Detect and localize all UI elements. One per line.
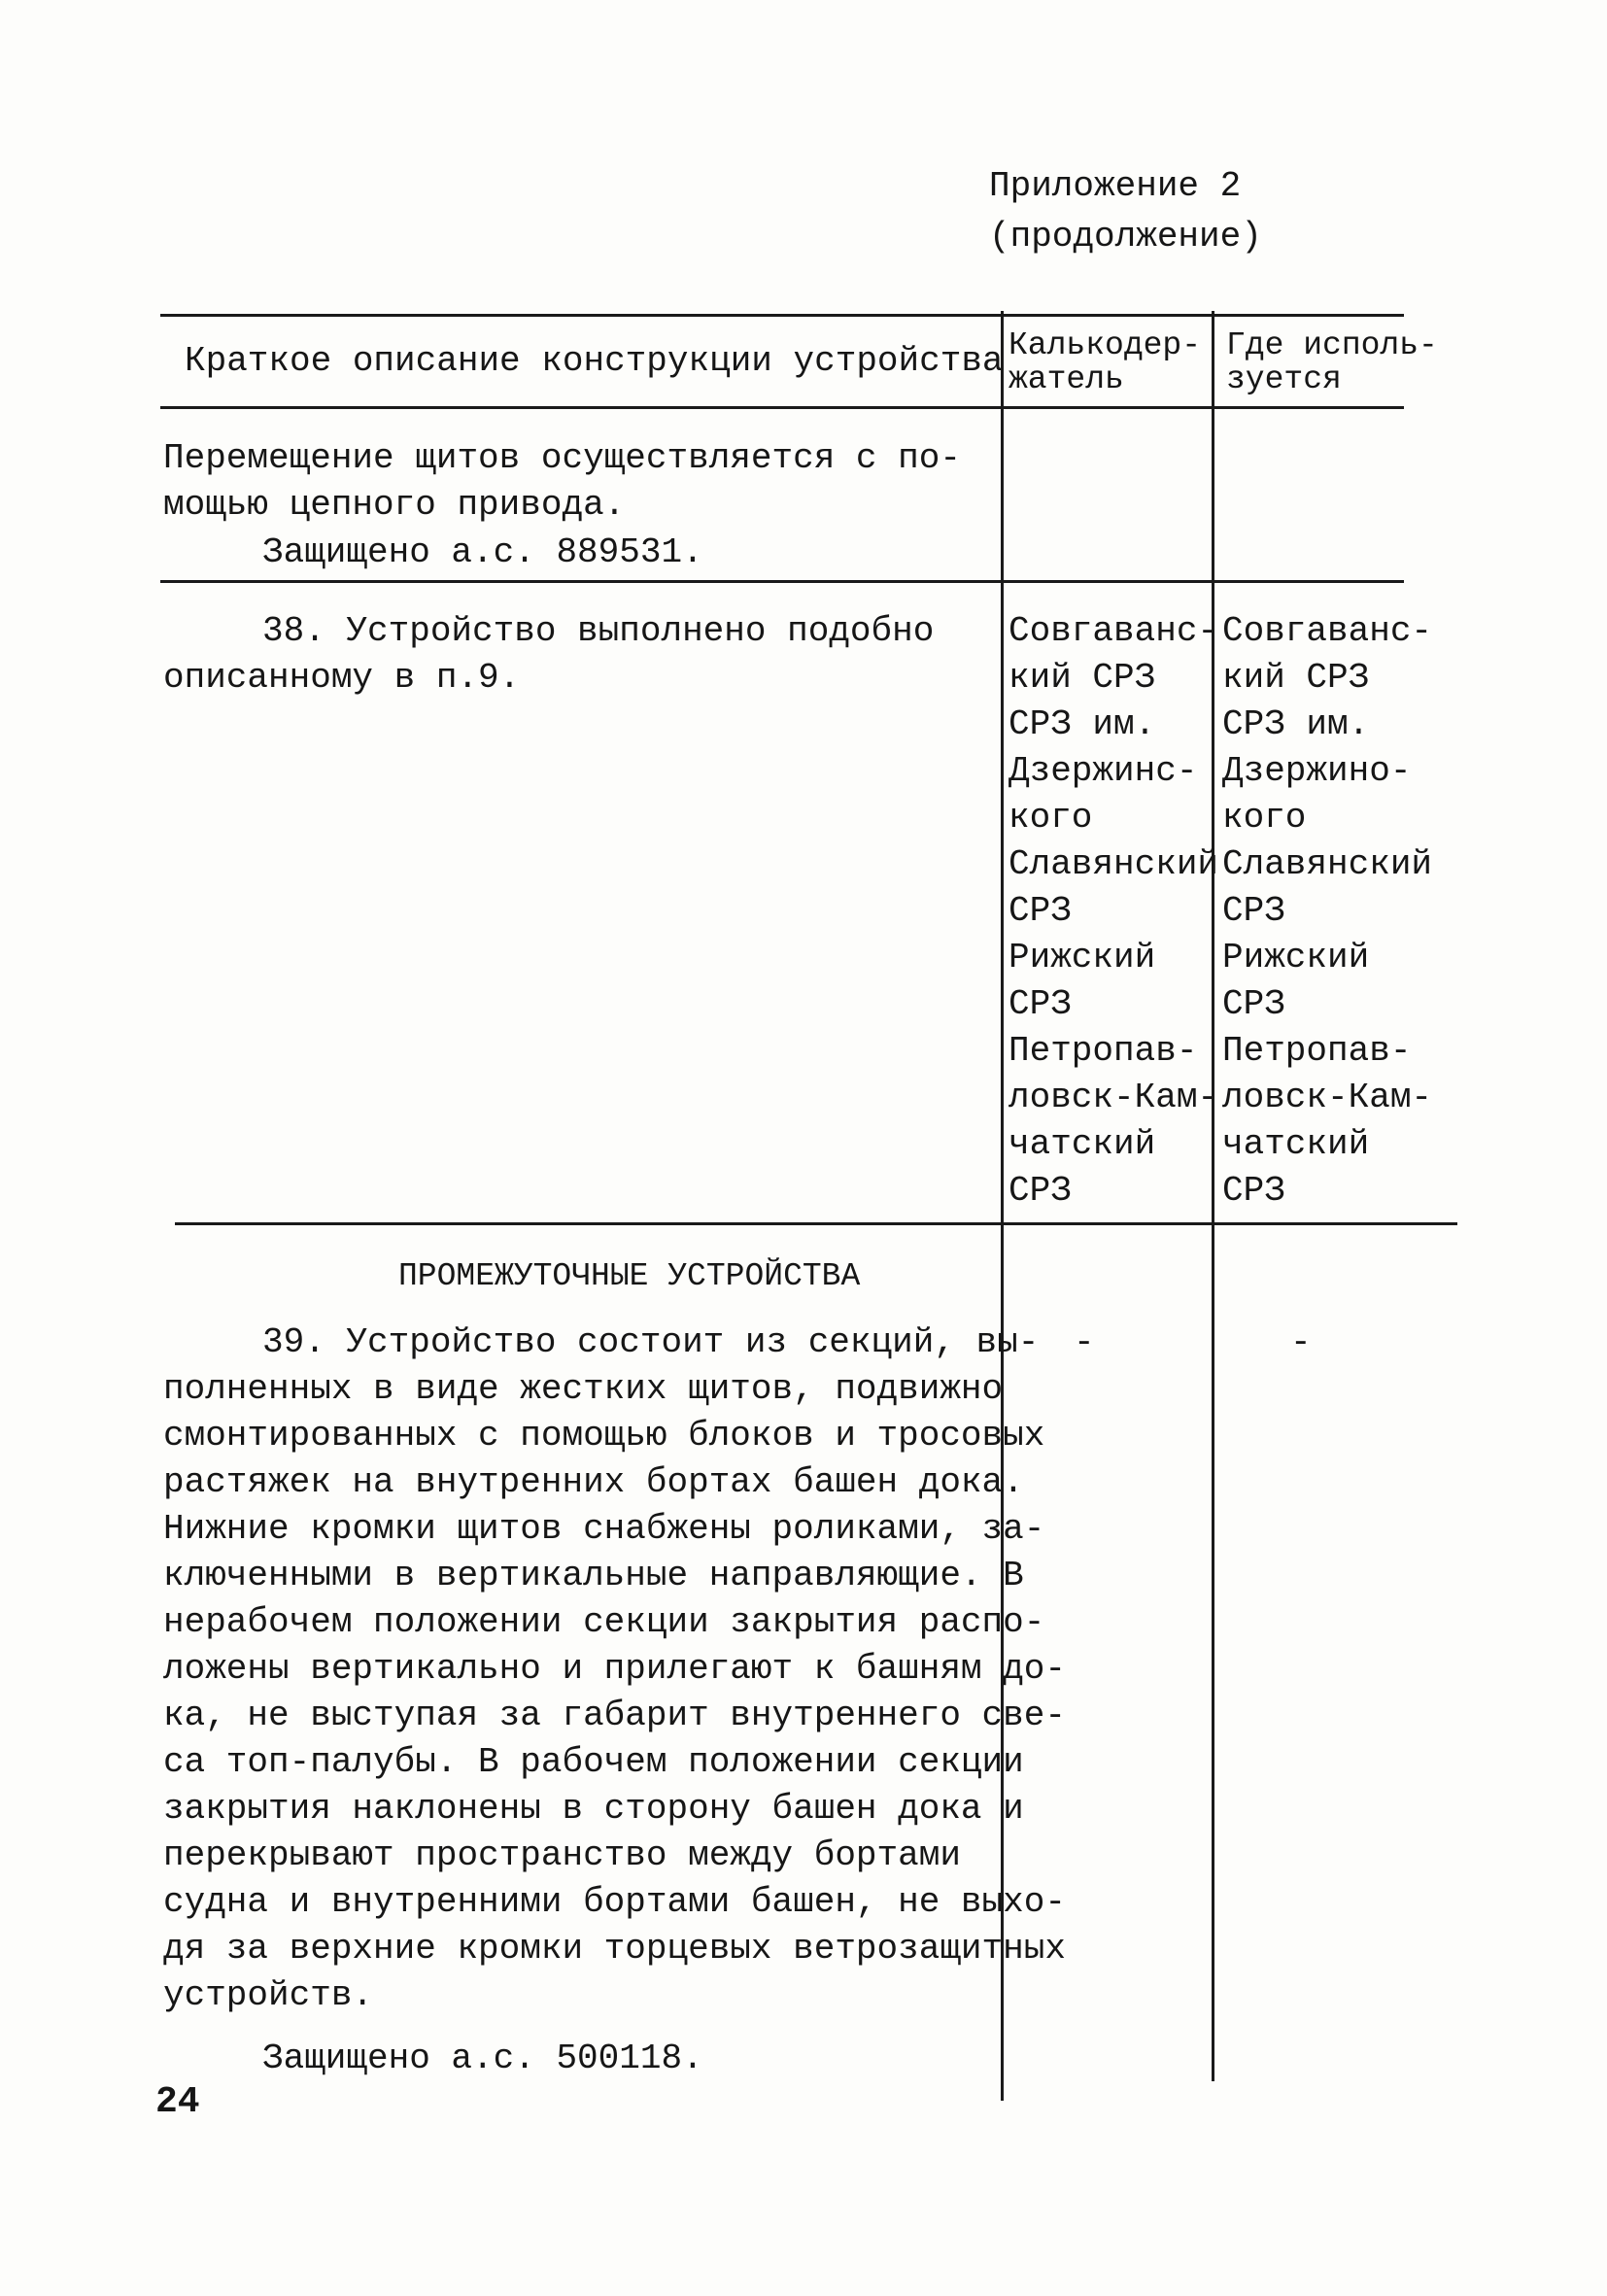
row-separator-1 xyxy=(160,580,1404,583)
text-line: 39. Устройство состоит из секций, вы- xyxy=(262,1322,1040,1362)
text-line: ка, не выступая за габарит внутреннего све- xyxy=(163,1696,1066,1735)
text-line: закрытия наклонены в сторону башен дока и xyxy=(163,1789,1024,1829)
holder-line: Славянский xyxy=(1009,844,1219,884)
used-line: кого xyxy=(1222,798,1307,838)
holder-line: Совгаванс- xyxy=(1009,611,1219,651)
used-line: Совгаванс- xyxy=(1222,611,1433,651)
holder-line: СРЗ xyxy=(1009,1171,1072,1211)
text-line: дя за верхние кромки торцевых ветрозащитных xyxy=(163,1929,1066,1969)
header-used-line2: зуется xyxy=(1226,361,1342,397)
holder-line: Рижский xyxy=(1009,938,1156,977)
text-line: полненных в виде жестких щитов, подвижно xyxy=(163,1369,1004,1409)
header-description: Краткое описание конструкции устройства xyxy=(185,341,1004,381)
text-line: ложены вертикально и прилегают к башням до- xyxy=(163,1649,1066,1689)
used-line: СРЗ им. xyxy=(1222,704,1370,744)
holder-line: кого xyxy=(1009,798,1093,838)
appendix-subtitle: (продолжение) xyxy=(989,217,1262,257)
used-line: СРЗ xyxy=(1222,1171,1285,1211)
used-line: Дзержино- xyxy=(1222,751,1412,791)
used-line: Рижский xyxy=(1222,938,1370,977)
text-line: описанному в п.9. xyxy=(163,658,521,698)
used-line: СРЗ xyxy=(1222,891,1285,931)
holder-line: СРЗ им. xyxy=(1009,704,1156,744)
holder-line: СРЗ xyxy=(1009,984,1072,1024)
used-line: кий СРЗ xyxy=(1222,658,1370,698)
row-39-holder: - xyxy=(1074,1322,1095,1362)
text-line: Защищено а.с. 500118. xyxy=(262,2039,703,2078)
text-line: ключенными в вертикальные направляющие. В xyxy=(163,1556,1024,1595)
text-line: Нижние кромки щитов снабжены роликами, за- xyxy=(163,1509,1045,1549)
header-used-line1: Где исполь- xyxy=(1226,327,1438,363)
text-line: нерабочем положении секции закрытия распо- xyxy=(163,1602,1045,1642)
table-top-rule xyxy=(160,314,1404,317)
text-line: судна и внутренними бортами башен, не выхо- xyxy=(163,1882,1066,1922)
used-line: чатский xyxy=(1222,1124,1370,1164)
holder-line: кий СРЗ xyxy=(1009,658,1156,698)
row-39-used: - xyxy=(1290,1322,1312,1362)
used-line: СРЗ xyxy=(1222,984,1285,1024)
holder-line: чатский xyxy=(1009,1124,1156,1164)
used-line: Петропав- xyxy=(1222,1031,1412,1071)
text-line: перекрывают пространство между бортами xyxy=(163,1835,961,1875)
text-line: Защищено а.с. 889531. xyxy=(262,532,703,572)
header-holder-line2: жатель xyxy=(1009,361,1124,397)
section-title: ПРОМЕЖУТОЧНЫЕ УСТРОЙСТВА xyxy=(398,1258,861,1294)
holder-line: СРЗ xyxy=(1009,891,1072,931)
header-bottom-rule xyxy=(160,406,1404,409)
text-line: смонтированных с помощью блоков и тросовых xyxy=(163,1416,1045,1456)
text-line: устройств. xyxy=(163,1975,374,2015)
text-line: мощью цепного привода. xyxy=(163,485,626,525)
appendix-title: Приложение 2 xyxy=(989,166,1242,206)
used-line: Славянский xyxy=(1222,844,1433,884)
column-divider-2 xyxy=(1212,311,1214,2081)
holder-line: ловск-Кам- xyxy=(1009,1078,1219,1117)
used-line: ловск-Кам- xyxy=(1222,1078,1433,1117)
text-line: 38. Устройство выполнено подобно xyxy=(262,611,935,651)
holder-line: Петропав- xyxy=(1009,1031,1198,1071)
page-number: 24 xyxy=(155,2081,200,2123)
header-holder-line1: Калькодер- xyxy=(1009,327,1202,363)
text-line: са топ-палубы. В рабочем положении секции xyxy=(163,1742,1024,1782)
text-line: растяжек на внутренних бортах башен дока. xyxy=(163,1462,1024,1502)
holder-line: Дзержинс- xyxy=(1009,751,1198,791)
text-line: Перемещение щитов осуществляется с по- xyxy=(163,438,961,478)
row-separator-2 xyxy=(175,1222,1457,1225)
